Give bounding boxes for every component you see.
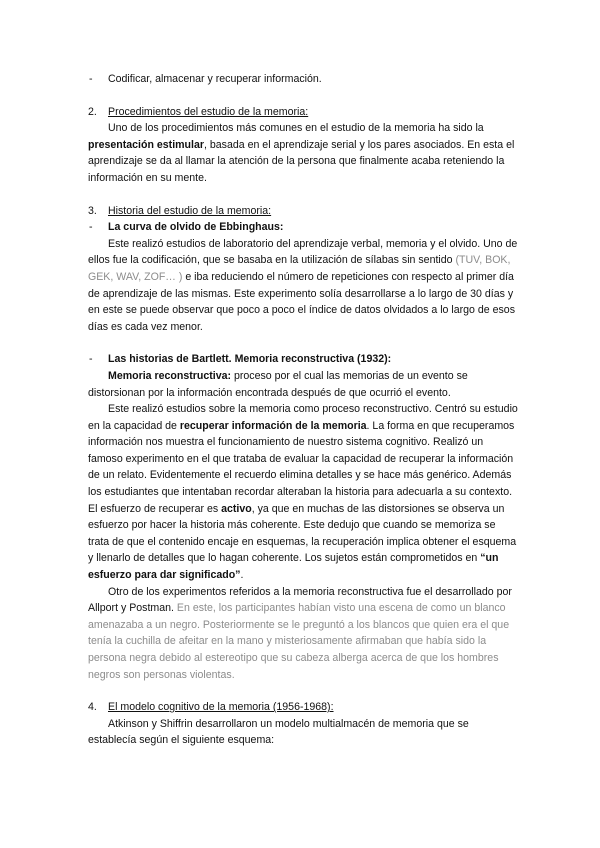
bartlett-paragraph-2 — [88, 401, 518, 584]
ebbinghaus-bullet-title-row — [88, 219, 518, 236]
section-4-heading: El modelo cognitivo de la memoria (1956-1968): — [108, 701, 334, 714]
bartlett-title: Las historias de Bartlett. Memoria reconstructiva (1932): — [108, 353, 392, 366]
section-3-heading: Historia del estudio de la memoria: — [108, 204, 272, 217]
section-4-heading-row — [88, 699, 518, 716]
bartlett-p3-text-a: Otro de los experimentos referidos a la memoria reconstructiva fue el desarrollado por Allport y Postman. — [88, 585, 512, 615]
bartlett-p2-bold-2: activo — [221, 502, 252, 515]
section-2-number: 2. — [88, 105, 97, 118]
bartlett-paragraph-3 — [88, 584, 518, 684]
ebbinghaus-title: La curva de olvido de Ebbinghaus: — [108, 221, 284, 234]
ebbinghaus-text-a: Este realizó estudios de laboratorio del aprendizaje verbal, memoria y el olvido. Uno de ellos fue la codificación, que se basaba en la utilización de sílabas sin sentido — [88, 237, 518, 267]
bartlett-p2-text-a: Este realizó estudios sobre la memoria como proceso reconstructivo. Centró su estudio en la capacidad de — [88, 403, 518, 432]
bartlett-p2-text-d: . — [240, 569, 244, 582]
dash-bullet-icon: - — [89, 353, 93, 366]
document-body — [88, 71, 518, 749]
top-bullet-item — [88, 71, 518, 88]
ebbinghaus-text-b: e iba reduciendo el número de repeticiones con respecto al primer día de aprendizaje de las mismas. Este experimento solía desarrollarse a lo largo de 30 días y en este se puede observar que poco a poco el índice de datos olvidados a lo largo de esos días es cada vez menor. — [88, 270, 515, 333]
section-2-bold-term: presentación estimular — [88, 138, 204, 151]
bartlett-p2-text-c: , ya que en muchas de las distorsiones se observa un esfuerzo por hacer la historia más coherente. Este dedujo que cuando se memoriza se trata de que el contenido encaje en esquemas, la recuperación implica obtener el esquema y llenarlo de detalles que lo hagan coherente. Los sujetos están comprometidos en — [88, 502, 517, 565]
ebbinghaus-syllables: (TUV, BOK, GEK, WAV, ZOF… ) — [88, 254, 511, 283]
section-4-number: 4. — [88, 701, 97, 714]
section-2-paragraph — [88, 120, 518, 186]
section-2-heading-row — [88, 104, 518, 121]
ebbinghaus-paragraph — [88, 236, 518, 336]
bartlett-definition — [88, 368, 518, 401]
section-2-text-b: , basada en el aprendizaje serial y los pares asociados. En esta el aprendizaje se da al llamar la atención de la persona que finalmente acaba reteniendo la información en su mente. — [88, 138, 515, 184]
bartlett-p2-bold-1: recuperar información de la memoria — [179, 419, 367, 432]
bartlett-definition-term: Memoria reconstructiva: — [108, 369, 232, 382]
section-2-text-a: Uno de los procedimientos más comunes en el estudio de la memoria ha sido la — [108, 122, 484, 135]
bartlett-p3-grey-text: En este, los participantes habían visto una escena de como un blanco amenazaba a un negro. Posteriormente se le preguntó a los blancos que quien era el que tenía la cuchilla de afeitar en la mano y misteriosamente afirmaban que había sido la persona negra debido al estereotipo que su cabeza alberga acerca de que los hombres negros son personas violentas. — [88, 602, 510, 681]
bartlett-p2-text-b: . La forma en que recuperamos información nos muestra el funcionamiento de nuestro sistema cognitivo. Realizó un famoso experimento en el que trataba de evaluar la capacidad de recuperar la información de un relato. Evidentemente el recuerdo elimina detalles y se hace más genérico. Además los estudiantes que intentaban recordar alteraban la historia para adecuarla a su contexto. El esfuerzo de recuperar es — [88, 419, 515, 515]
dash-bullet-icon: - — [89, 73, 93, 85]
bartlett-definition-text: proceso por el cual las memorias de un evento se distorsionan por la información encontrada después de que ocurrió el evento. — [88, 369, 468, 399]
bartlett-bullet-title-row — [88, 351, 518, 368]
section-3-number: 3. — [88, 204, 97, 217]
bartlett-p2-bold-3: “un esfuerzo para dar significado” — [88, 552, 499, 582]
section-4-paragraph: Atkinson y Shiffrin desarrollaron un modelo multialmacén de memoria que se establecía según el siguiente esquema: — [88, 717, 469, 747]
top-bullet-text: Codificar, almacenar y recuperar información. — [108, 73, 322, 85]
dash-bullet-icon: - — [89, 221, 93, 234]
section-2-heading: Procedimientos del estudio de la memoria: — [108, 105, 309, 118]
section-3-heading-row — [88, 203, 518, 220]
